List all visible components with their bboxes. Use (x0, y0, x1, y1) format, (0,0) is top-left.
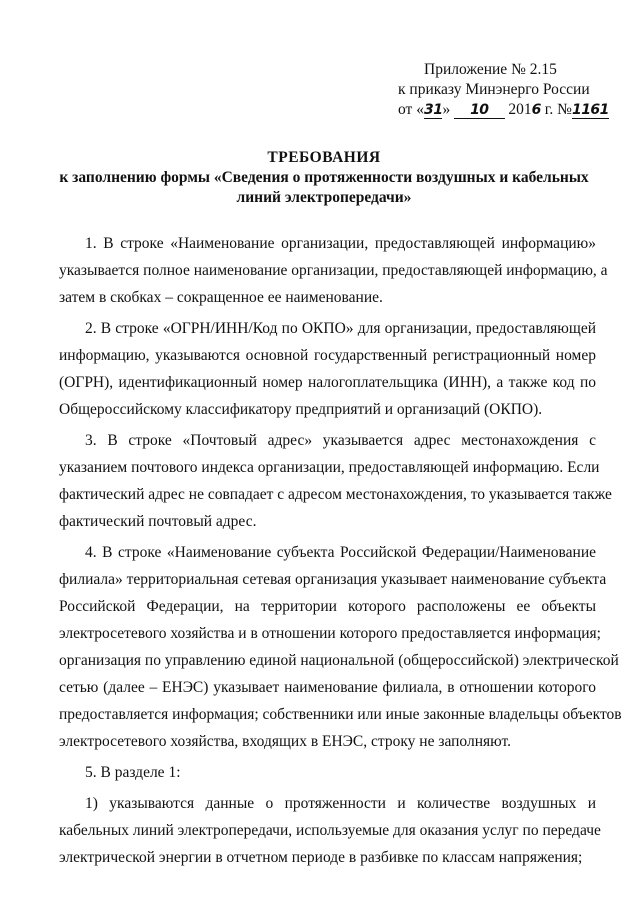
date-quote-close: » (442, 101, 451, 118)
paragraph-4 (59, 539, 622, 755)
paragraph-3 (59, 427, 612, 535)
year-suffix: г. № (540, 101, 572, 118)
handwritten-order-number: 1161 (571, 102, 609, 118)
paragraph-line: информацию, указываются основной государственный регистрационный номер (59, 347, 596, 364)
paragraph-6 (59, 790, 601, 871)
paragraph-1 (59, 230, 608, 311)
paragraph-line: (ОГРН), идентификационный номер налогоплательщика (ИНН), а также код по (59, 374, 596, 391)
order-reference: к приказу Минэнерго России (398, 81, 590, 98)
paragraph-line: сетью (далее – ЕНЭС) указывает наименование филиала, в отношении которого (59, 679, 596, 696)
paragraph-line: электросетевого хозяйства, входящих в ЕНЭС, строку не заполняют. (59, 733, 511, 750)
paragraph-line: фактический почтовый адрес. (59, 513, 257, 530)
order-date-line (398, 100, 609, 120)
appendix-header (398, 60, 609, 120)
handwritten-month: 10 (454, 103, 504, 119)
paragraph-line: 2. В строке «ОГРН/ИНН/Код по ОКПО» для организации, предоставляющей (85, 320, 596, 337)
paragraph-line: электрической энергии в отчетном периоде в разбивке по классам напряжения; (59, 849, 583, 866)
paragraph-line: организация по управлению единой национальной (общероссийской) электрической (59, 652, 619, 669)
title-subtitle-line2: линий электропередачи» (236, 189, 412, 206)
paragraph-line: 5. В разделе 1: (85, 764, 181, 781)
paragraph-line: указывается полное наименование организации, предоставляющей информацию, а (59, 262, 608, 279)
paragraph-line: указанием почтового индекса организации, предоставляющей информацию. Если (59, 459, 600, 476)
paragraph-line: филиала» территориальная сетевая организация указывает наименование субъекта (59, 571, 607, 588)
paragraph-line: затем в скобках – сокращенное ее наименование. (59, 289, 383, 306)
paragraph-5 (59, 759, 596, 786)
paragraph-line: Российской Федерации, на территории которого расположены ее объекты (59, 598, 596, 615)
handwritten-day: 31 (423, 102, 443, 118)
handwritten-year-digit: 6 (531, 102, 541, 118)
paragraph-line: 3. В строке «Почтовый адрес» указывается адрес местонахождения с (85, 432, 596, 449)
paragraph-line: электросетевого хозяйства и в отношении которого предоставляется информация; (59, 625, 601, 642)
paragraph-line: фактический адрес не совпадает с адресом местонахождения, то указывается также (59, 486, 612, 503)
paragraph-line: 1. В строке «Наименование организации, предоставляющей информацию» (85, 235, 596, 252)
document-title (40, 148, 608, 208)
paragraph-line: Общероссийскому классификатору предприятий и организаций (ОКПО). (59, 401, 543, 418)
paragraph-line: кабельных линий электропередачи, используемые для оказания услуг по передаче (59, 822, 601, 839)
year-prefix: 201 (508, 101, 532, 118)
title-subtitle-line1: к заполнению формы «Сведения о протяженности воздушных и кабельных (59, 169, 589, 186)
paragraph-line: 1) указываются данные о протяженности и количестве воздушных и (85, 795, 596, 812)
date-prefix: от « (398, 101, 424, 118)
paragraph-line: предоставляется информация; собственники или иные законные владельцы объектов (59, 706, 622, 723)
paragraph-line: 4. В строке «Наименование субъекта Российской Федерации/Наименование (85, 544, 596, 561)
paragraph-2 (59, 315, 596, 423)
document-body (59, 230, 622, 875)
title-main: ТРЕБОВАНИЯ (267, 149, 381, 166)
appendix-number: Приложение № 2.15 (424, 61, 557, 78)
